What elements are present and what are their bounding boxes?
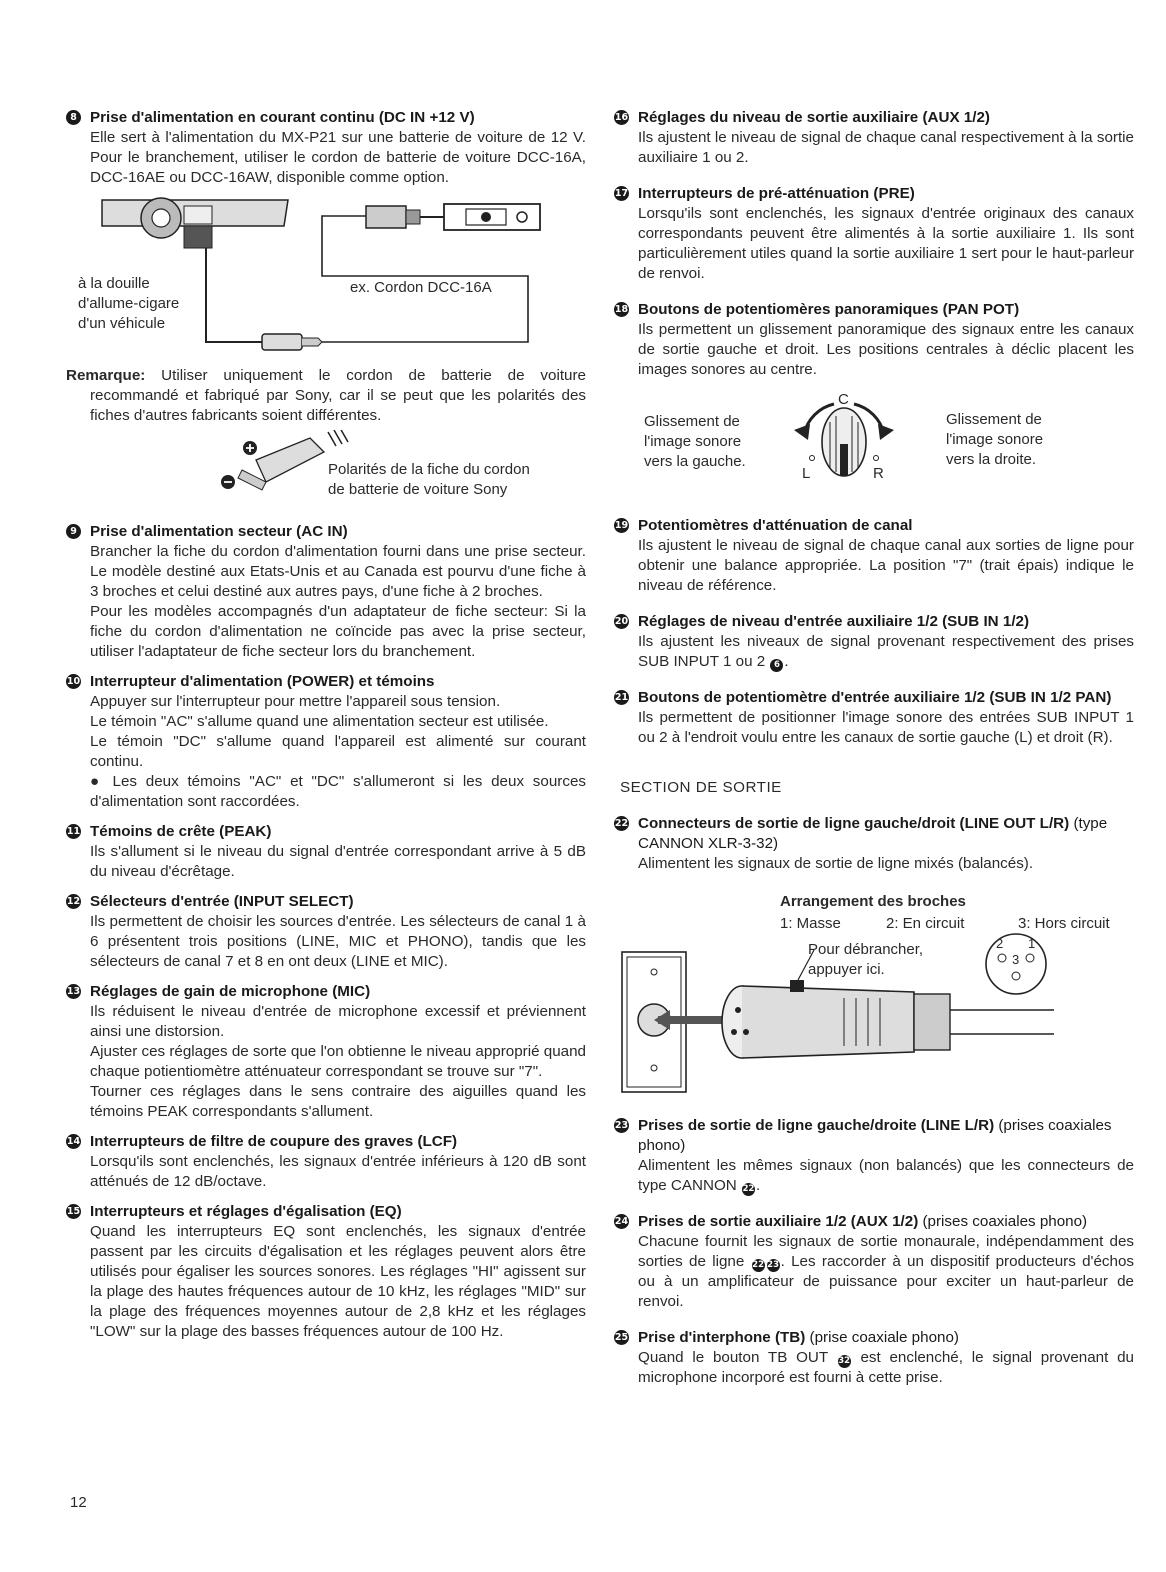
item-text: Quand les interrupteurs EQ sont enclenchés, les signaux d'entrée passent par les circuits d'égalisation et les réglages peuvent alors être utilisés pour égaliser les sources sonores. Les réglages "HI" agissent sur la plage des hautes fréquences autour de 10 kHz, les réglages "MID" sur la plage des fréquences moyennes autour de 2,8 kHz et les réglages "LOW" sur la plage des basses fréquences autour de 100 Hz. xyxy=(90,1223,586,1340)
item-title: Prise d'alimentation en courant continu (DC IN +12 V) xyxy=(90,109,475,126)
left-column xyxy=(66,108,586,1352)
item-title: Prises de sortie auxiliaire 1/2 (AUX 1/2) xyxy=(638,1213,919,1230)
item-number-badge: 22 xyxy=(614,816,629,831)
item-title: Réglages de gain de microphone (MIC) xyxy=(90,983,371,1000)
item-number-badge: 18 xyxy=(614,302,629,317)
item-text: Ils ajustent les niveaux de signal provenant respectivement des prises SUB INPUT 1 ou 2 6 . xyxy=(638,633,1134,670)
item-13 xyxy=(66,982,586,1122)
pan-right-caption: Glissement de l'image sonore vers la droite. xyxy=(946,411,1044,468)
item-number-badge: 25 xyxy=(614,1330,629,1345)
item-number-badge: 16 xyxy=(614,110,629,125)
item-number-badge: 10 xyxy=(66,674,81,689)
item-number-badge: 20 xyxy=(614,614,629,629)
push-to-release-label: Pour débrancher, appuyer ici. xyxy=(808,941,924,978)
item-title: Sélecteurs d'entrée (INPUT SELECT) xyxy=(90,893,354,910)
item-text: Le témoin "DC" s'allume quand l'appareil est alimenté sur courant continu. xyxy=(90,733,586,770)
item-title: Prises de sortie de ligne gauche/droite (LINE L/R) xyxy=(638,1117,995,1134)
item-title: Interrupteurs de filtre de coupure des graves (LCF) xyxy=(90,1133,458,1150)
item-title: Boutons de potentiomètre d'entrée auxiliaire 1/2 (SUB IN 1/2 PAN) xyxy=(638,689,1112,706)
item-text: Alimentent les mêmes signaux (non balancés) que les connecteurs de type CANNON 22 . xyxy=(638,1157,1134,1194)
polarity-figure xyxy=(66,430,586,510)
item-text: Ils s'allument si le niveau du signal d'entrée correspondant arrive à 5 dB du niveau d'écrêtage. xyxy=(90,843,586,880)
remark-label: Remarque: xyxy=(66,367,146,384)
item-24 xyxy=(614,1212,1134,1312)
item-22 xyxy=(614,814,1134,874)
pin-2-label: 2: En circuit xyxy=(886,915,965,932)
item-21 xyxy=(614,688,1134,748)
knob-left-label: L xyxy=(802,465,811,482)
cord-label: ex. Cordon DCC-16A xyxy=(350,279,492,296)
item-title-tail: (prises coaxiales phono) xyxy=(638,1117,1112,1154)
item-12 xyxy=(66,892,586,972)
item-title: Réglages de niveau d'entrée auxiliaire 1/2 (SUB IN 1/2) xyxy=(638,613,1030,630)
item-number-badge: 19 xyxy=(614,518,629,533)
right-column xyxy=(614,108,1134,1398)
item-title: Potentiomètres d'atténuation de canal xyxy=(638,517,913,534)
pin-arrangement-title: Arrangement des broches xyxy=(780,893,966,910)
item-8 xyxy=(66,108,586,188)
item-text: Pour les modèles accompagnés d'un adaptateur de fiche secteur: Si la fiche du cordon d'alimentation ne coïncide pas avec la prise secteur, utiliser l'adaptateur de fiche secteur lors du branchement. xyxy=(90,603,586,660)
item-number-badge: 13 xyxy=(66,984,81,999)
item-text: Ils ajustent le niveau de signal de chaque canal respectivement à la sortie auxiliaire 1 ou 2. xyxy=(638,129,1134,166)
page-number: 12 xyxy=(70,1494,87,1511)
remark-text: Utiliser uniquement le cordon de batterie de voiture recommandé et fabriqué par Sony, car il se peut que les polarités des fiches d'autres fabricants soient différentes. xyxy=(90,367,586,424)
item-text: Ils réduisent le niveau d'entrée de microphone excessif et préviennent ainsi une distorsion. xyxy=(90,1003,586,1040)
item-text: Brancher la fiche du cordon d'alimentation fourni dans une prise secteur. Le modèle destiné aux Etats-Unis et au Canada est pourvu d'une fiche à 3 broches et celui destiné aux autres pays, d'une fiche à 2 broches. xyxy=(90,543,586,600)
pin-number-2: 2 xyxy=(996,936,1004,951)
pin-1-label: 1: Masse xyxy=(780,915,841,932)
item-number-badge: 14 xyxy=(66,1134,81,1149)
reference-badge: 23 xyxy=(767,1260,780,1270)
item-text: Quand le bouton TB OUT 32 est enclenché, le signal provenant du microphone incorporé est fourni à cette prise. xyxy=(638,1349,1134,1386)
knob-center-label: C xyxy=(838,391,849,408)
item-14 xyxy=(66,1132,586,1192)
car-battery-cord-figure xyxy=(66,192,586,360)
remark xyxy=(66,366,586,426)
item-title: Témoins de crête (PEAK) xyxy=(90,823,272,840)
item-10 xyxy=(66,672,586,812)
item-text: Elle sert à l'alimentation du MX-P21 sur une batterie de voiture de 12 V. Pour le branchement, utiliser le cordon de batterie de voiture DCC-16A, DCC-16AE ou DCC-16AW, disponible comme option. xyxy=(90,129,586,186)
reference-badge: 22 xyxy=(752,1260,765,1270)
section-heading: SECTION DE SORTIE xyxy=(620,779,782,796)
item-title: Prise d'interphone (TB) xyxy=(638,1329,806,1346)
reference-badge: 6 xyxy=(770,659,783,672)
item-11 xyxy=(66,822,586,882)
knob-right-label: R xyxy=(873,465,884,482)
item-title: Connecteurs de sortie de ligne gauche/droit (LINE OUT L/R) xyxy=(638,815,1070,832)
item-25 xyxy=(614,1328,1134,1388)
item-number-badge: 8 xyxy=(66,110,81,125)
pan-left-caption: Glissement de l'image sonore vers la gauche. xyxy=(644,413,746,470)
item-title: Boutons de potentiomères panoramiques (PAN POT) xyxy=(638,301,1020,318)
reference-badge: 32 xyxy=(838,1356,851,1366)
item-9 xyxy=(66,522,586,662)
item-text: Alimentent les signaux de sortie de ligne mixés (balancés). xyxy=(638,855,1034,872)
item-text: Ils permettent de positionner l'image sonore des entrées SUB INPUT 1 ou 2 à l'endroit voulu entre les canaux de sortie gauche (L) et droit (R). xyxy=(638,709,1134,746)
item-17 xyxy=(614,184,1134,284)
item-18 xyxy=(614,300,1134,380)
item-text: Ajuster ces réglages de sorte que l'on obtienne le niveau approprié quand chaque potientiomètre atténuateur correspondant se trouve sur "7". xyxy=(90,1043,586,1080)
item-text: Ils permettent de choisir les sources d'entrée. Les sélecteurs de canal 1 à 6 présentent trois positions (LINE, MIC et PHONO), tandis que les sélecteurs de canal 7 et 8 en ont deux (LINE et MIC). xyxy=(90,913,586,970)
item-number-badge: 15 xyxy=(66,1204,81,1219)
socket-label: à la douille d'allume-cigare d'un véhicule xyxy=(78,275,180,332)
item-16 xyxy=(614,108,1134,168)
item-text: Lorsqu'ils sont enclenchés, les signaux d'entrée originaux des canaux correspondants peuvent être alimentés à la sortie auxiliaire 1. Ils sont particulièrement utiles quand la sortie auxiliaire 1 sert pour le haut-parleur de renvoi. xyxy=(638,205,1134,282)
item-text: Chacune fournit les signaux de sortie monaurale, indépendamment des sorties de ligne 22 23 . Les raccorder à un dispositif producteurs d'échos ou à un amplificateur de puissance pour exciter un haut-parleur de renvoi. xyxy=(638,1233,1134,1310)
item-text: Ils ajustent le niveau de signal de chaque canal aux sorties de ligne pour obtenir une balance appropriée. La position "7" (trait épais) indique le niveau de référence. xyxy=(638,537,1134,594)
item-20 xyxy=(614,612,1134,672)
xlr-illustration xyxy=(614,892,1134,1104)
item-text: Ils permettent un glissement panoramique des signaux entre les canaux de sortie gauche et droit. Les positions centrales à déclic placent les images sonores au centre. xyxy=(638,321,1134,378)
item-number-badge: 17 xyxy=(614,186,629,201)
item-title-tail: (type CANNON XLR-3-32) xyxy=(638,815,1108,852)
pan-pot-figure xyxy=(614,392,1134,504)
item-19 xyxy=(614,516,1134,596)
item-number-badge: 9 xyxy=(66,524,81,539)
item-15 xyxy=(66,1202,586,1342)
item-number-badge: 12 xyxy=(66,894,81,909)
item-number-badge: 24 xyxy=(614,1214,629,1229)
item-23 xyxy=(614,1116,1134,1196)
polarity-label: Polarités de la fiche du cordon de batterie de voiture Sony xyxy=(328,461,530,498)
item-title-tail: (prises coaxiales phono) xyxy=(922,1213,1088,1230)
item-title: Interrupteur d'alimentation (POWER) et témoins xyxy=(90,673,435,690)
item-title: Interrupteurs et réglages d'égalisation (EQ) xyxy=(90,1203,402,1220)
item-title: Réglages du niveau de sortie auxiliaire (AUX 1/2) xyxy=(638,109,990,126)
item-title: Interrupteurs de pré-atténuation (PRE) xyxy=(638,185,915,202)
item-text: Lorsqu'ils sont enclenchés, les signaux d'entrée inférieurs à 120 dB sont atténués de 12 dB/octave. xyxy=(90,1153,586,1190)
item-text: Appuyer sur l'interrupteur pour mettre l'appareil sous tension. xyxy=(90,693,501,710)
item-title-tail: (prise coaxiale phono) xyxy=(809,1329,959,1346)
pin-3-label: 3: Hors circuit xyxy=(1018,915,1110,932)
item-text: ● Les deux témoins "AC" et "DC" s'allumeront si les deux sources d'alimentation sont raccordées. xyxy=(90,773,586,810)
item-title: Prise d'alimentation secteur (AC IN) xyxy=(90,523,348,540)
item-number-badge: 23 xyxy=(614,1118,629,1133)
item-text: Le témoin "AC" s'allume quand une alimentation secteur est utilisée. xyxy=(90,713,549,730)
pin-number-1: 1 xyxy=(1028,936,1036,951)
reference-badge: 22 xyxy=(742,1184,755,1194)
item-text: Tourner ces réglages dans le sens contraire des aiguilles quand les témoins PEAK correspondants s'allument. xyxy=(90,1083,586,1120)
xlr-connector-figure xyxy=(614,892,1134,1104)
item-number-badge: 21 xyxy=(614,690,629,705)
pin-number-3: 3 xyxy=(1012,952,1020,967)
item-number-badge: 11 xyxy=(66,824,81,839)
